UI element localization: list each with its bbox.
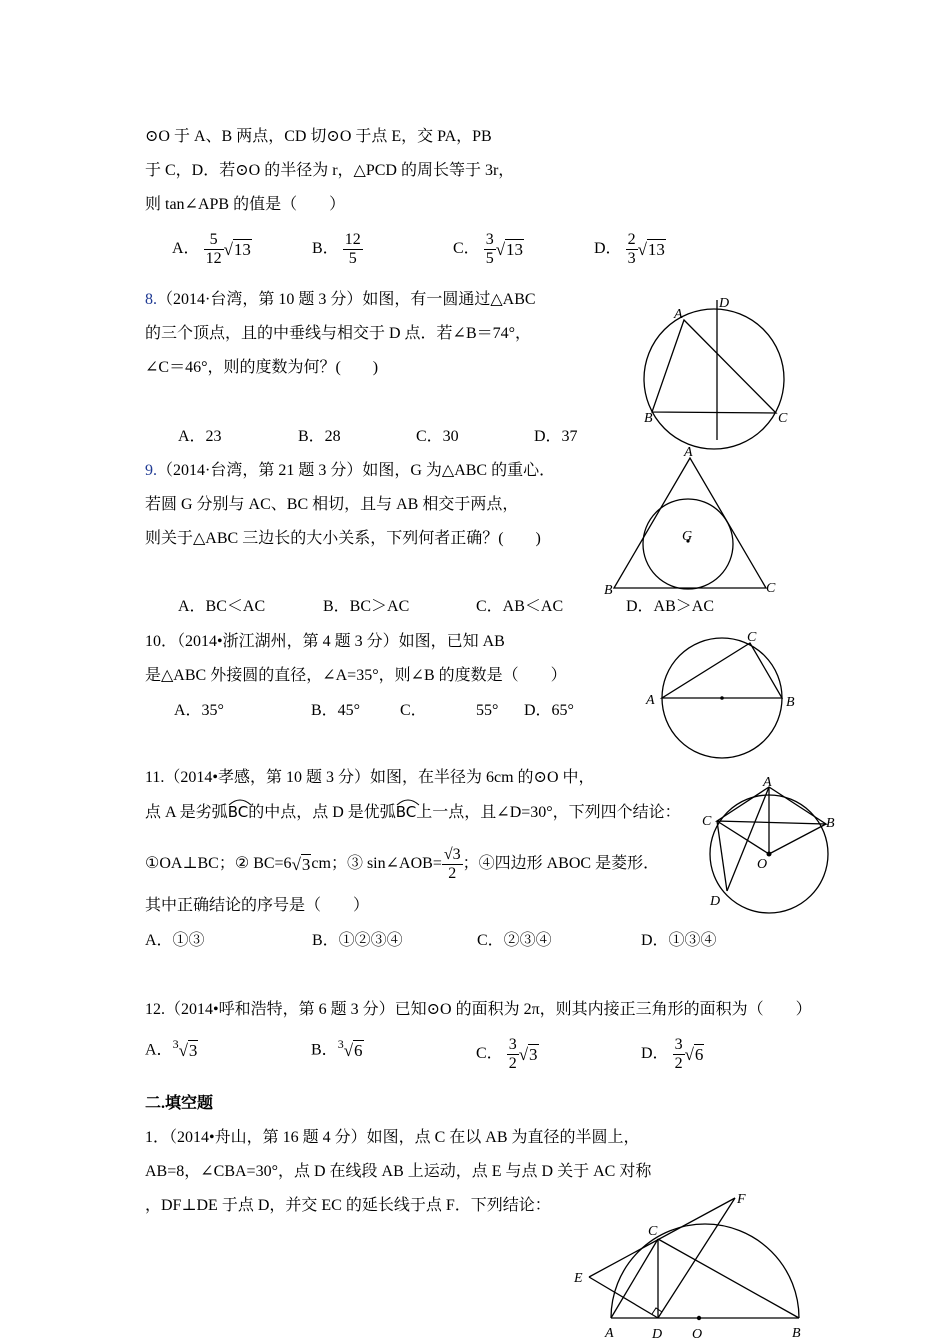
q11-triangle-abc — [717, 787, 826, 824]
q10-center-point — [720, 696, 724, 700]
fraction-numerator: 5 — [204, 231, 224, 250]
q10-triangle — [662, 643, 782, 698]
radical-index: 3 — [172, 1037, 179, 1051]
q9-line2: 若圆 G 分别与 AC、BC 相切，且与 AB 相交于两点， — [145, 496, 519, 513]
q11-label-d: D — [710, 894, 721, 909]
q7-option-b-fraction — [343, 231, 363, 268]
q10-figure — [640, 624, 810, 764]
radical-index: 3 — [337, 1037, 344, 1051]
radicand: 13 — [647, 239, 665, 259]
fraction-denominator: 5 — [348, 250, 357, 267]
radicand: 6 — [354, 1040, 363, 1060]
q7-option-a-fraction — [204, 231, 224, 268]
q12-option-d — [641, 1036, 704, 1073]
q7-option-d-label: D． — [594, 240, 622, 258]
f1-segment-ac — [611, 1239, 658, 1318]
q8-triangle — [652, 320, 776, 413]
q7-line2: 于 C，D．若⊙O 的半径为 r，△PCD 的周长等于 3r， — [145, 162, 515, 179]
radical: √3 — [518, 1044, 538, 1064]
q8-circle — [644, 309, 784, 449]
section-title-fill-in: 二.填空题 — [145, 1095, 214, 1112]
f1-figure — [565, 1185, 815, 1344]
f1-line1: 1．（2014•舟山，第 16 题 4 分）如图，点 C 在以 AB 为直径的半圆上， — [145, 1129, 640, 1146]
q12-line1: 12.（2014•呼和浩特，第 6 题 3 分）已知⊙O 的面积为 2π，则其内接正三角形的面积为（ ） — [145, 1001, 812, 1018]
q8-figure — [630, 292, 810, 452]
fraction-denominator: 2 — [508, 1055, 517, 1072]
q10-line2: 是△ABC 外接圆的直径，∠A=35°，则∠B 的度数是（ ） — [145, 667, 567, 684]
q8-label-d: D — [719, 296, 730, 311]
q10-option-d: D．65° — [524, 702, 574, 719]
q11-line2-part2: 的中点，点 D 是优弧 — [248, 804, 396, 821]
q11-label-b: B — [826, 816, 835, 831]
q9-option-b: B．BC＞AC — [323, 598, 410, 615]
q11-option-a: A．①③ — [145, 932, 205, 949]
q11-segment-dc — [717, 821, 727, 891]
q10-label-b: B — [786, 695, 795, 710]
radicand: 3 — [529, 1044, 538, 1064]
q10-option-c-value: 55° — [476, 702, 499, 719]
q11-line2 — [145, 802, 681, 823]
q11-label-o: O — [757, 857, 768, 872]
arc-label: BC — [227, 803, 249, 821]
q11-line3-part2: cm；③ sin∠AOB= — [311, 855, 442, 873]
q9-number: 9. — [145, 462, 157, 479]
q8-line3: ∠C＝46°，则的度数为何？( ) — [145, 359, 379, 376]
q11-line3 — [145, 846, 659, 883]
fraction-numerator: 3 — [674, 1036, 683, 1053]
q11-arc-bc-minor — [228, 802, 249, 823]
f1-label-b: B — [792, 1326, 801, 1341]
q12-option-b-label: B． — [311, 1041, 338, 1059]
q11-segment-oc — [717, 821, 769, 854]
q11-center-point — [767, 852, 772, 857]
f1-line3: ，DF⊥DE 于点 D，并交 EC 的延长线于点 F．下列结论： — [145, 1197, 551, 1214]
q11-line2-part1: 点 A 是劣弧 — [145, 804, 228, 821]
q7-option-a — [172, 231, 252, 268]
radical: √6 — [343, 1040, 363, 1060]
q12-option-d-fraction — [673, 1036, 685, 1073]
q8-number: 8. — [145, 291, 157, 308]
q9-triangle — [614, 458, 766, 588]
q7-option-a-label: A． — [172, 240, 200, 258]
q7-option-b — [312, 231, 363, 268]
f1-segment-df — [658, 1198, 735, 1318]
q11-option-c: C．②③④ — [477, 932, 552, 949]
radical: √13 — [495, 239, 524, 259]
q9-line1-text: （2014·台湾，第 21 题 3 分）如图，G 为△ABC 的重心． — [157, 462, 556, 479]
fraction-denominator: 2 — [448, 865, 457, 882]
q8-line1 — [145, 290, 536, 310]
arc-symbol — [395, 798, 421, 806]
q8-option-a: A．23 — [178, 428, 222, 445]
q9-label-b: B — [604, 583, 613, 598]
fraction-denominator: 5 — [485, 250, 494, 267]
q10-label-c: C — [747, 630, 757, 645]
q11-option-d: D．①③④ — [641, 932, 717, 949]
q9-label-c: C — [766, 581, 776, 596]
arc-symbol — [227, 798, 253, 806]
radical: √13 — [223, 239, 251, 259]
f1-label-d: D — [652, 1327, 663, 1342]
q7-line3: 则 tan∠APB 的值是（ ） — [145, 196, 346, 213]
radicand: 6 — [694, 1044, 704, 1064]
q12-option-a — [145, 1034, 198, 1061]
q9-circle — [643, 499, 733, 589]
q8-option-b: B．28 — [298, 428, 341, 445]
radicand: 3 — [301, 854, 311, 874]
q9-label-a: A — [684, 445, 693, 460]
q10-option-b: B．45° — [311, 702, 361, 719]
q9-option-c: C．AB＜AC — [476, 598, 564, 615]
fraction-denominator: 2 — [674, 1055, 683, 1072]
q10-option-a: A．35° — [174, 702, 224, 719]
q11-segment-da — [727, 787, 769, 891]
q11-line3-part1: ①OA⊥BC；② BC=6 — [145, 855, 292, 873]
q12-option-b — [311, 1034, 364, 1061]
q8-option-d: D．37 — [534, 428, 578, 445]
q7-line1: ⊙O 于 A、B 两点，CD 切⊙O 于点 E，交 PA，PB — [145, 128, 492, 145]
q9-line3: 则关于△ABC 三边长的大小关系，下列何者正确？( ) — [145, 530, 541, 547]
f1-segment-ef — [589, 1198, 735, 1277]
q9-option-a: A．BC＜AC — [178, 598, 266, 615]
q11-line3-part3: ；④四边形 ABOC 是菱形． — [462, 855, 660, 873]
f1-label-c: C — [648, 1224, 658, 1239]
radicand: 13 — [233, 239, 251, 259]
q9-option-d: D．AB＞AC — [626, 598, 715, 615]
q8-option-c: C．30 — [416, 428, 459, 445]
fraction-numerator: 3 — [508, 1036, 517, 1053]
fraction-numerator: 2 — [627, 231, 636, 248]
q7-option-d-fraction — [626, 231, 638, 268]
f1-label-f: F — [737, 1192, 746, 1207]
radical: √13 — [637, 239, 665, 259]
f1-label-e: E — [574, 1271, 583, 1286]
fraction-denominator: 12 — [205, 250, 222, 267]
q9-line1 — [145, 461, 555, 481]
f1-label-o: O — [692, 1327, 703, 1342]
q11-line2-part3: 上一点，且∠D=30°，下列四个结论： — [416, 804, 681, 821]
q7-option-b-label: B． — [312, 240, 339, 258]
q7-option-c — [453, 231, 524, 268]
fraction-numerator: √3 — [443, 846, 461, 863]
q7-option-c-fraction — [484, 231, 496, 268]
q10-label-a: A — [646, 693, 655, 708]
q8-label-a: A — [674, 307, 683, 322]
q11-line4: 其中正确结论的序号是（ ） — [145, 897, 370, 914]
q8-line2: 的三个顶点，且的中垂线与相交于 D 点．若∠B＝74°， — [145, 325, 532, 342]
q9-figure — [596, 444, 786, 600]
q11-figure — [700, 772, 845, 914]
f1-center-point — [697, 1316, 701, 1320]
fraction-denominator: 3 — [627, 250, 636, 267]
q12-option-c-fraction — [507, 1036, 519, 1073]
q11-arc-bc-major — [396, 802, 417, 823]
q12-option-c-label: C． — [476, 1045, 503, 1063]
radical: √6 — [684, 1044, 704, 1064]
q8-label-b: B — [644, 411, 653, 426]
arc-label: BC — [395, 803, 417, 821]
q11-option-b: B．①②③④ — [312, 932, 403, 949]
q11-sin-fraction — [442, 846, 463, 883]
radical: √3 — [178, 1040, 198, 1060]
fraction-numerator: 3 — [485, 231, 494, 248]
q7-option-c-label: C． — [453, 240, 480, 258]
q10-option-c: C． — [400, 702, 427, 719]
fraction-numerator: 12 — [344, 231, 361, 248]
q7-option-d — [594, 231, 666, 268]
radical: √3 — [291, 854, 311, 874]
q11-label-a: A — [763, 775, 772, 790]
radicand: 13 — [506, 239, 524, 259]
q11-line1: 11.（2014•孝感，第 10 题 3 分）如图，在半径为 6cm 的⊙O 中， — [145, 769, 595, 786]
f1-line2: AB=8，∠CBA=30°，点 D 在线段 AB 上运动，点 E 与点 D 关于 AC 对称 — [145, 1163, 652, 1180]
q11-label-c: C — [702, 814, 712, 829]
q11-segment-ob — [769, 824, 826, 854]
q8-label-c: C — [778, 411, 788, 426]
f1-label-a: A — [605, 1326, 614, 1341]
q10-line1: 10．（2014•浙江湖州，第 4 题 3 分）如图，已知 AB — [145, 633, 505, 650]
q12-option-d-label: D． — [641, 1045, 669, 1063]
radicand: 3 — [188, 1040, 198, 1060]
f1-segment-ed — [589, 1277, 658, 1318]
q12-option-c — [476, 1036, 539, 1073]
q12-option-a-label: A． — [145, 1041, 173, 1059]
q9-label-g: G — [682, 529, 693, 544]
q8-line1-text: （2014·台湾，第 10 题 3 分）如图，有一圆通过△ABC — [157, 291, 536, 308]
f1-segment-cb — [658, 1239, 799, 1318]
